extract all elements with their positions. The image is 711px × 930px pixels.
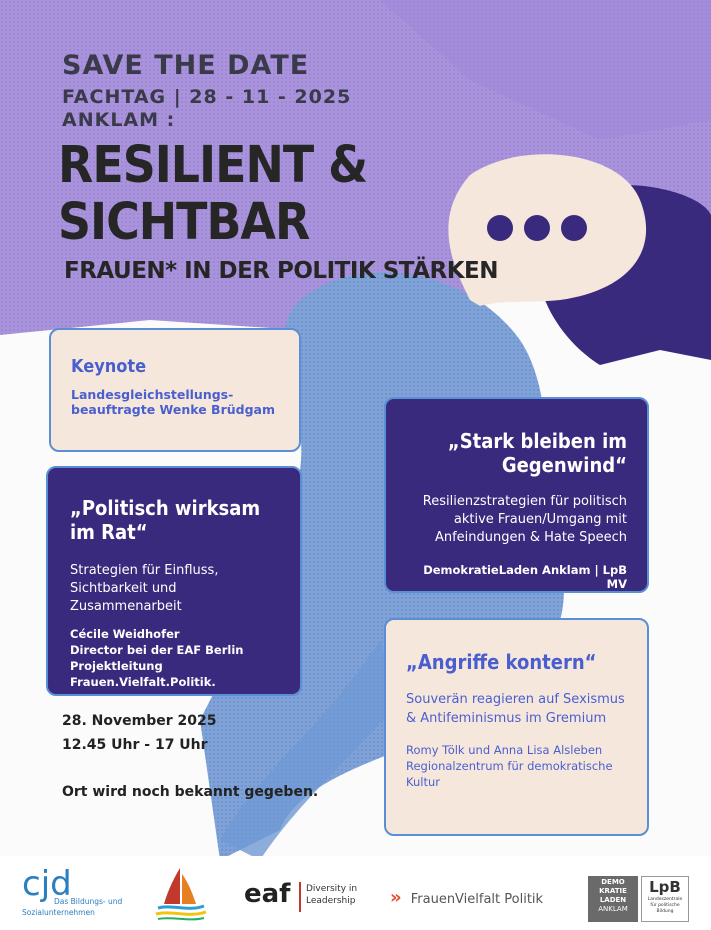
session-rat-speaker-role: Director bei der EAF Berlin — [70, 643, 244, 657]
title-line-1: RESILIENT & — [58, 136, 368, 195]
session-rat-heading: „Politisch wirksam im Rat“ — [70, 496, 261, 544]
eaf-tagline-1: Diversity in — [306, 884, 358, 894]
session-gegenwind-heading: „Stark bleiben im Gegenwind“ — [447, 429, 627, 477]
save-the-date: SAVE THE DATE — [62, 50, 310, 81]
bubble-dot — [524, 215, 550, 241]
session-angriffe-heading: „Angriffe kontern“ — [406, 650, 597, 674]
eaf-logo — [244, 880, 364, 914]
event-location-header: ANKLAM : — [62, 109, 176, 131]
demokratieladen-logo — [588, 876, 638, 922]
event-time: 12.45 Uhr - 17 Uhr — [62, 737, 208, 753]
eaf-logo-text: eaf — [244, 879, 291, 909]
lpb-logo — [641, 876, 689, 922]
demokratieladen-text-2: KRATIE — [599, 887, 627, 895]
demokratieladen-text-4: ANKLAM — [598, 905, 628, 913]
session-gegenwind-text: Resilienzstrategien für politisch aktive Frauen/Umgang mit Anfeindungen & Hate Speech — [422, 494, 627, 545]
demokratieladen-text-3: LADEN — [599, 896, 627, 904]
keynote-heading: Keynote — [71, 356, 147, 377]
cjd-tagline-1: Das Bildungs- und — [54, 897, 123, 906]
session-card-gegenwind — [384, 397, 649, 593]
logo-bar — [0, 856, 711, 930]
cjd-tagline-2: Sozialunternehmen — [22, 908, 95, 917]
event-venue: Ort wird noch bekannt gegeben. — [62, 784, 319, 800]
keynote-card — [49, 328, 301, 452]
lpb-tagline: Landeszentrale für politische Bildung — [647, 897, 683, 914]
session-rat-text: Strategien für Einfluss, Sichtbarkeit und Zusammenarbeit — [70, 563, 219, 614]
session-angriffe-speaker: Romy Tölk und Anna Lisa Alsleben Regionalzentrum für demokratische Kultur — [406, 743, 613, 789]
lpb-logo-text: LpB — [649, 878, 681, 896]
cjd-logo-text: cjd — [22, 864, 72, 904]
cjd-logo — [22, 866, 132, 922]
fvp-logo-text: FrauenVielfalt Politik — [410, 892, 544, 907]
eaf-tagline-2: Leadership — [306, 896, 356, 906]
subtitle: FRAUEN* IN DER POLITIK STÄRKEN — [64, 258, 498, 284]
bubble-dot — [561, 215, 587, 241]
keynote-text: Landesgleichstellungs- beauftragte Wenke Brüdgam — [71, 387, 275, 417]
session-rat-speaker-name: Cécile Weidhofer — [70, 627, 180, 641]
event-date-header: FACHTAG | 28 - 11 - 2025 — [62, 86, 352, 108]
sailboat-logo — [152, 864, 208, 922]
session-rat-speaker-project: Projektleitung Frauen.Vielfalt.Politik. — [70, 659, 216, 689]
frauen-vielfalt-politik-logo — [390, 888, 570, 912]
eaf-divider — [299, 882, 301, 912]
session-card-rat — [46, 466, 302, 696]
event-date: 28. November 2025 — [62, 713, 217, 729]
bubble-dot — [487, 215, 513, 241]
session-angriffe-text: Souverän reagieren auf Sexismus & Antifeminismus im Gremium — [406, 692, 625, 726]
title-line-2: SICHTBAR — [58, 193, 310, 252]
demokratieladen-text-1: DEMO — [601, 878, 625, 886]
fvp-chevron-icon: » — [390, 887, 402, 908]
session-card-angriffe — [384, 618, 649, 836]
session-gegenwind-speaker: DemokratieLaden Anklam | LpB MV — [423, 563, 627, 591]
